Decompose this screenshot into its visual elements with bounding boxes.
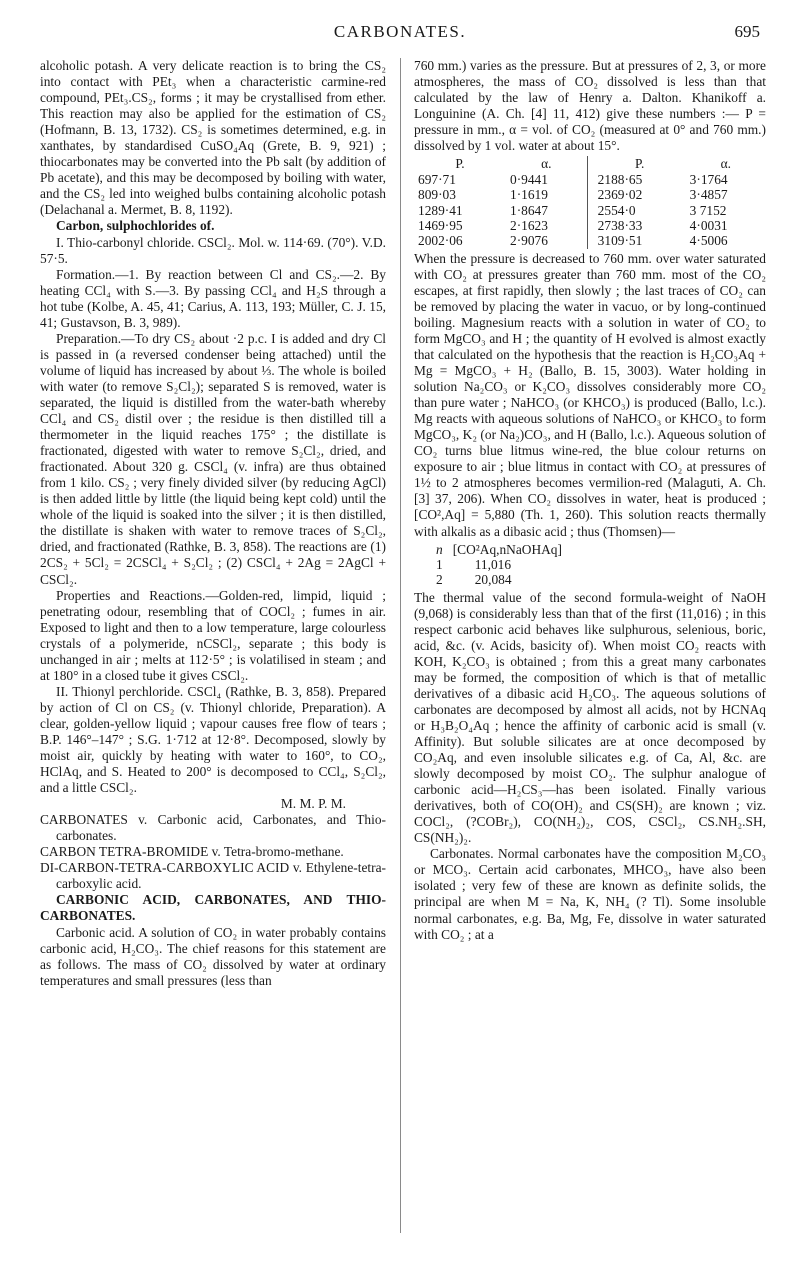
paragraph-properties: Properties and Reactions.—Golden-red, limpid, liquid ; penetrating odour, resembling that of COCl₂ ; fumes in air. Exposed to light and then to a low temperature, large colourless crystals of a polymeride, nCSCl₂, separate ; this body is unchanged in air ; melts at 112·5° ; is volatilised in steam ; and at 180° in a closed tube it gives CSCl₂. (40, 587, 386, 683)
paragraph-carbonic-acid: Carbonic acid. A solution of CO₂ in water probably contains carbonic acid, H₂CO₃. The chief reasons for this statement are as follows. The mass of CO₂ dissolved by water at ordinary temperatures and small pressures (less than (40, 924, 386, 988)
running-head: CARBONATES. (333, 22, 467, 41)
table-cell: 1 (436, 556, 443, 572)
table-row (414, 203, 766, 218)
table-cell: 1469·95 (418, 217, 463, 233)
table-header-cell: P. (635, 156, 645, 172)
section-heading-sulphochlorides: Carbon, sulphochlorides of. (56, 218, 215, 234)
cross-reference-tetracarboxylic: DI-CARBON-TETRA-CARBOXYLIC ACID v. Ethylene-tetra-carboxylic acid. (40, 860, 386, 892)
table-cell: 697·71 (418, 171, 456, 187)
paragraph-carbonates: Carbonates. Normal carbonates have the composition M₂CO₃ or MCO₃. Certain acid carbonates, MHCO₃, have also been isolated ; very few of these are known as definite solids, the principal are when M = Na, K, NH₄ (? Tl). Some insoluble normal carbonates, e.g. Ba, Mg, Fe, dissolve in water saturated with CO₂ ; at a (414, 846, 766, 942)
table-header-row (414, 156, 766, 171)
table-cell: 4·0031 (689, 217, 728, 233)
table-header-cell: [CO²Aq,nNaOHAq] (452, 541, 562, 557)
table-cell: 2·9076 (510, 233, 548, 249)
table-row (414, 187, 766, 202)
table-cell: 2188·65 (597, 171, 643, 187)
paragraph-thiocarbonyl-chloride: I. Thio-carbonyl chloride. CSCl₂. Mol. w. 114·69. (70°). V.D. 57·5. (40, 234, 386, 266)
column-divider (400, 58, 401, 1233)
table-cell: 1289·41 (418, 202, 463, 218)
table-header-cell: P. (455, 156, 465, 172)
table-row (414, 233, 766, 248)
table-header-cell: α. (720, 156, 732, 172)
table-row (414, 172, 766, 187)
thermal-value-table (436, 542, 572, 587)
paragraph-pressure-intro: 760 mm.) varies as the pressure. But at pressures of 2, 3, or more atmospheres, the mass of CO₂ dissolved is less than that calculated by the law of Henry a. Dalton. Khanikoff a. Longuinine (A. Ch. [4] 11, 412) give these numbers :— P = pressure in mm., α = vol. of CO₂ (measured at 0° and 760 mm.) dissolved by 1 vol. water at about 15°. (414, 58, 766, 154)
paragraph-cs2-detection: alcoholic potash. A very delicate reaction is to bring the CS₂ into contact with PEt₃ when a characteristic carmine-red compound, PEt₃.CS₂, forms ; it may be crystallised from ether. This reaction may also be applied for the estimation of CS₂ (Hofmann, B. 13, 1732). CS₂ is sometimes determined, e.g. in xanthates, by standardised CuSO₄Aq (Grete, B. 9, 921) ; thiocarbonates may be converted into the Pb salt (by addition of Pb acetate), and this may be decomposed by boiling with water, and the CS₂ led into weighed bulbs containing alcoholic potash (Delachanal a. Mermet, B. 8, 1192). (40, 58, 386, 218)
paragraph-formation: Formation.—1. By reaction between Cl and CS₂.—2. By heating CCl₄ with S.—3. By passing CCl₄ and H₂S through a hot tube (Kolbe, A. 45, 41; Carius, A. 113, 193; Müller, C. J. 15, 41; Gustavson, B. 3, 989). (40, 266, 386, 330)
table-cell: 1·1619 (510, 187, 548, 203)
table-row (414, 218, 766, 233)
section-heading-carbonic-acid: CARBONIC ACID, CARBONATES, AND THIO-CARBONATES. (40, 892, 386, 924)
cross-reference-tetrabromide: CARBON TETRA-BROMIDE v. Tetra-bromo-methane. (40, 844, 344, 860)
table-cell: 3·4857 (689, 187, 728, 203)
table-cell: 2·1623 (510, 217, 548, 233)
table-header-cell: n (436, 541, 443, 557)
paragraph-thermal-value: The thermal value of the second formula-weight of NaOH (9,068) is considerably less than that of the first (11,016) ; in this respect carbonic acid behaves like sulphurous, selenious, boric, acid, &c. (v. Acids, basicity of). When moist CO₂ reacts with KOH, K₂CO₃ is obtained ; from this a great many carbonates may be formed, the composition of which is that of metallic derivatives of a dibasic acid H₂CO₃. The aqueous solutions of carbonates are decomposed by almost all acids, not by HCNAq or H₃B₂O₄Aq ; hence the affinity of carbonic acid is small (v. Affinity). But soluble silicates are at once decomposed by CO₂Aq, and even insoluble silicates e.g. of Ca, Al, &c. are slowly decomposed by moist CO₂. The sulphur analogue of carbonic acid—H₂CS₃—has been isolated. Finally various derivatives, both of CO(OH)₂ and CS(SH)₂ are known ; viz. COCl₂, (?COBr₂), CO(NH₂)₂, COS, CSCl₂, CS.NH₂.SH, CS(NH₂)₂. (414, 589, 766, 846)
table-cell: 3 7152 (689, 202, 727, 218)
table-cell: 2738·33 (597, 217, 643, 233)
left-column (40, 58, 386, 989)
paragraph-preparation: Preparation.—To dry CS₂ about ·2 p.c. I is added and dry Cl is passed in (a reversed condenser being attached) until the volume of liquid has increased by about ⅓. The whole is boiled with water (to remove S₂Cl₂); separated S is removed, water is separated, the liquid is distilled from the water-bath whereby CCl₄ and CS₂ distil over ; the residue is then distilled till a thermometer in the liquid reaches 175° ; the distillate is fractionated, digested with water to remove S₂Cl₂, dried, and fractionated. About 320 g. CSCl₄ (v. infra) are thus obtained from 1 kilo. CS₂ ; very finely divided silver (by reducing AgCl) is then added little by little (the liquid being kept cold) until the whole of the liquid is soaked into the silver ; it is then distilled, the distillate is shaken with water to remove traces of S₂Cl₂, dried, and fractionated (Rathke, B. 3, 858). The reactions are (1) 2CS₂ + 5Cl₂ = 2CSCl₄ + S₂Cl₂ ; (2) CSCl₄ + 2Ag = 2AgCl + CSCl₂. (40, 330, 386, 587)
table-cell: 2002·06 (418, 233, 463, 249)
author-signature: M. M. P. M. (280, 796, 346, 812)
pressure-absorption-table (414, 156, 766, 248)
table-cell: 0·9441 (510, 171, 548, 187)
table-header-row (436, 542, 572, 557)
page-number: 695 (734, 22, 760, 41)
paragraph-thionyl-perchloride: II. Thionyl perchloride. CSCl₄ (Rathke, B. 3, 858). Prepared by action of Cl on CS₂ (v. Thionyl chloride, Preparation). A clear, golden-yellow liquid ; vapour causes free flow of tears ; B.P. 146°–147° ; S.G. 1·712 at 12·8°. Decomposed, slowly by moist air, quickly by heating with water to 160°, to CO₂, HClAq, and S. Heated to 200° is decomposed to CCl₄, S₂Cl₂, and a little CSCl₂. (40, 683, 386, 796)
table-cell: 20,084 (474, 571, 512, 587)
right-column (414, 58, 766, 943)
table-cell: 2369·02 (597, 187, 643, 203)
table-cell: 2 (436, 571, 443, 587)
table-cell: 3109·51 (597, 233, 643, 249)
table-cell: 4·5006 (689, 233, 728, 249)
table-cell: 2554·0 (597, 202, 636, 218)
table-row (436, 572, 572, 587)
table-cell: 809·03 (418, 187, 456, 203)
table-cell: 11,016 (474, 556, 512, 572)
table-row (436, 557, 572, 572)
cross-reference-carbonates: CARBONATES v. Carbonic acid, Carbonates, and Thio-carbonates. (40, 812, 386, 844)
table-cell: 1·8647 (510, 202, 548, 218)
table-cell: 3·1764 (689, 171, 728, 187)
table-header-cell: α. (541, 156, 552, 172)
paragraph-pressure-decrease: When the pressure is decreased to 760 mm. over water saturated with CO₂ at pressures greater than 760 mm. most of the CO₂ escapes, at first rapidly, then slowly ; the last traces of CO₂ can be removed by placing the water in vacuo, or by long-continued boiling. Magnesium reacts with a solution in water of CO₂ to form MgCO₃ and H ; the quantity of H evolved is almost exactly that calculated on the hypothesis that the reaction is H₂CO₃Aq + Mg = MgCO₃ + H₂ (Ballo, B. 15, 3003). Water holding in solution Na₂CO₃ or K₂CO₃ dissolves considerably more CO₂ than pure water ; NaHCO₃ (or KHCO₃) is produced (Ballo, l.c.). Mg reacts with aqueous solutions of NaHCO₃ or KHCO₃ to form MgCO₃, K₂ (or Na₂)CO₃, and H (Ballo, l.c.). Aqueous solution of CO₂ turns blue litmus wine-red, the blue colour returns on exposure to air ; blue litmus in contact with CO₂ at pressures of 1½ to 2 atmospheres becomes vermilion-red (Malaguti, A. Ch. [3] 37, 206). When CO₂ dissolves in water, heat is produced ; [CO²,Aq] = 5,880 (Th. 1, 260). This solution reacts thermally with alkalis as a dibasic acid ; thus (Thomsen)— (414, 250, 766, 539)
